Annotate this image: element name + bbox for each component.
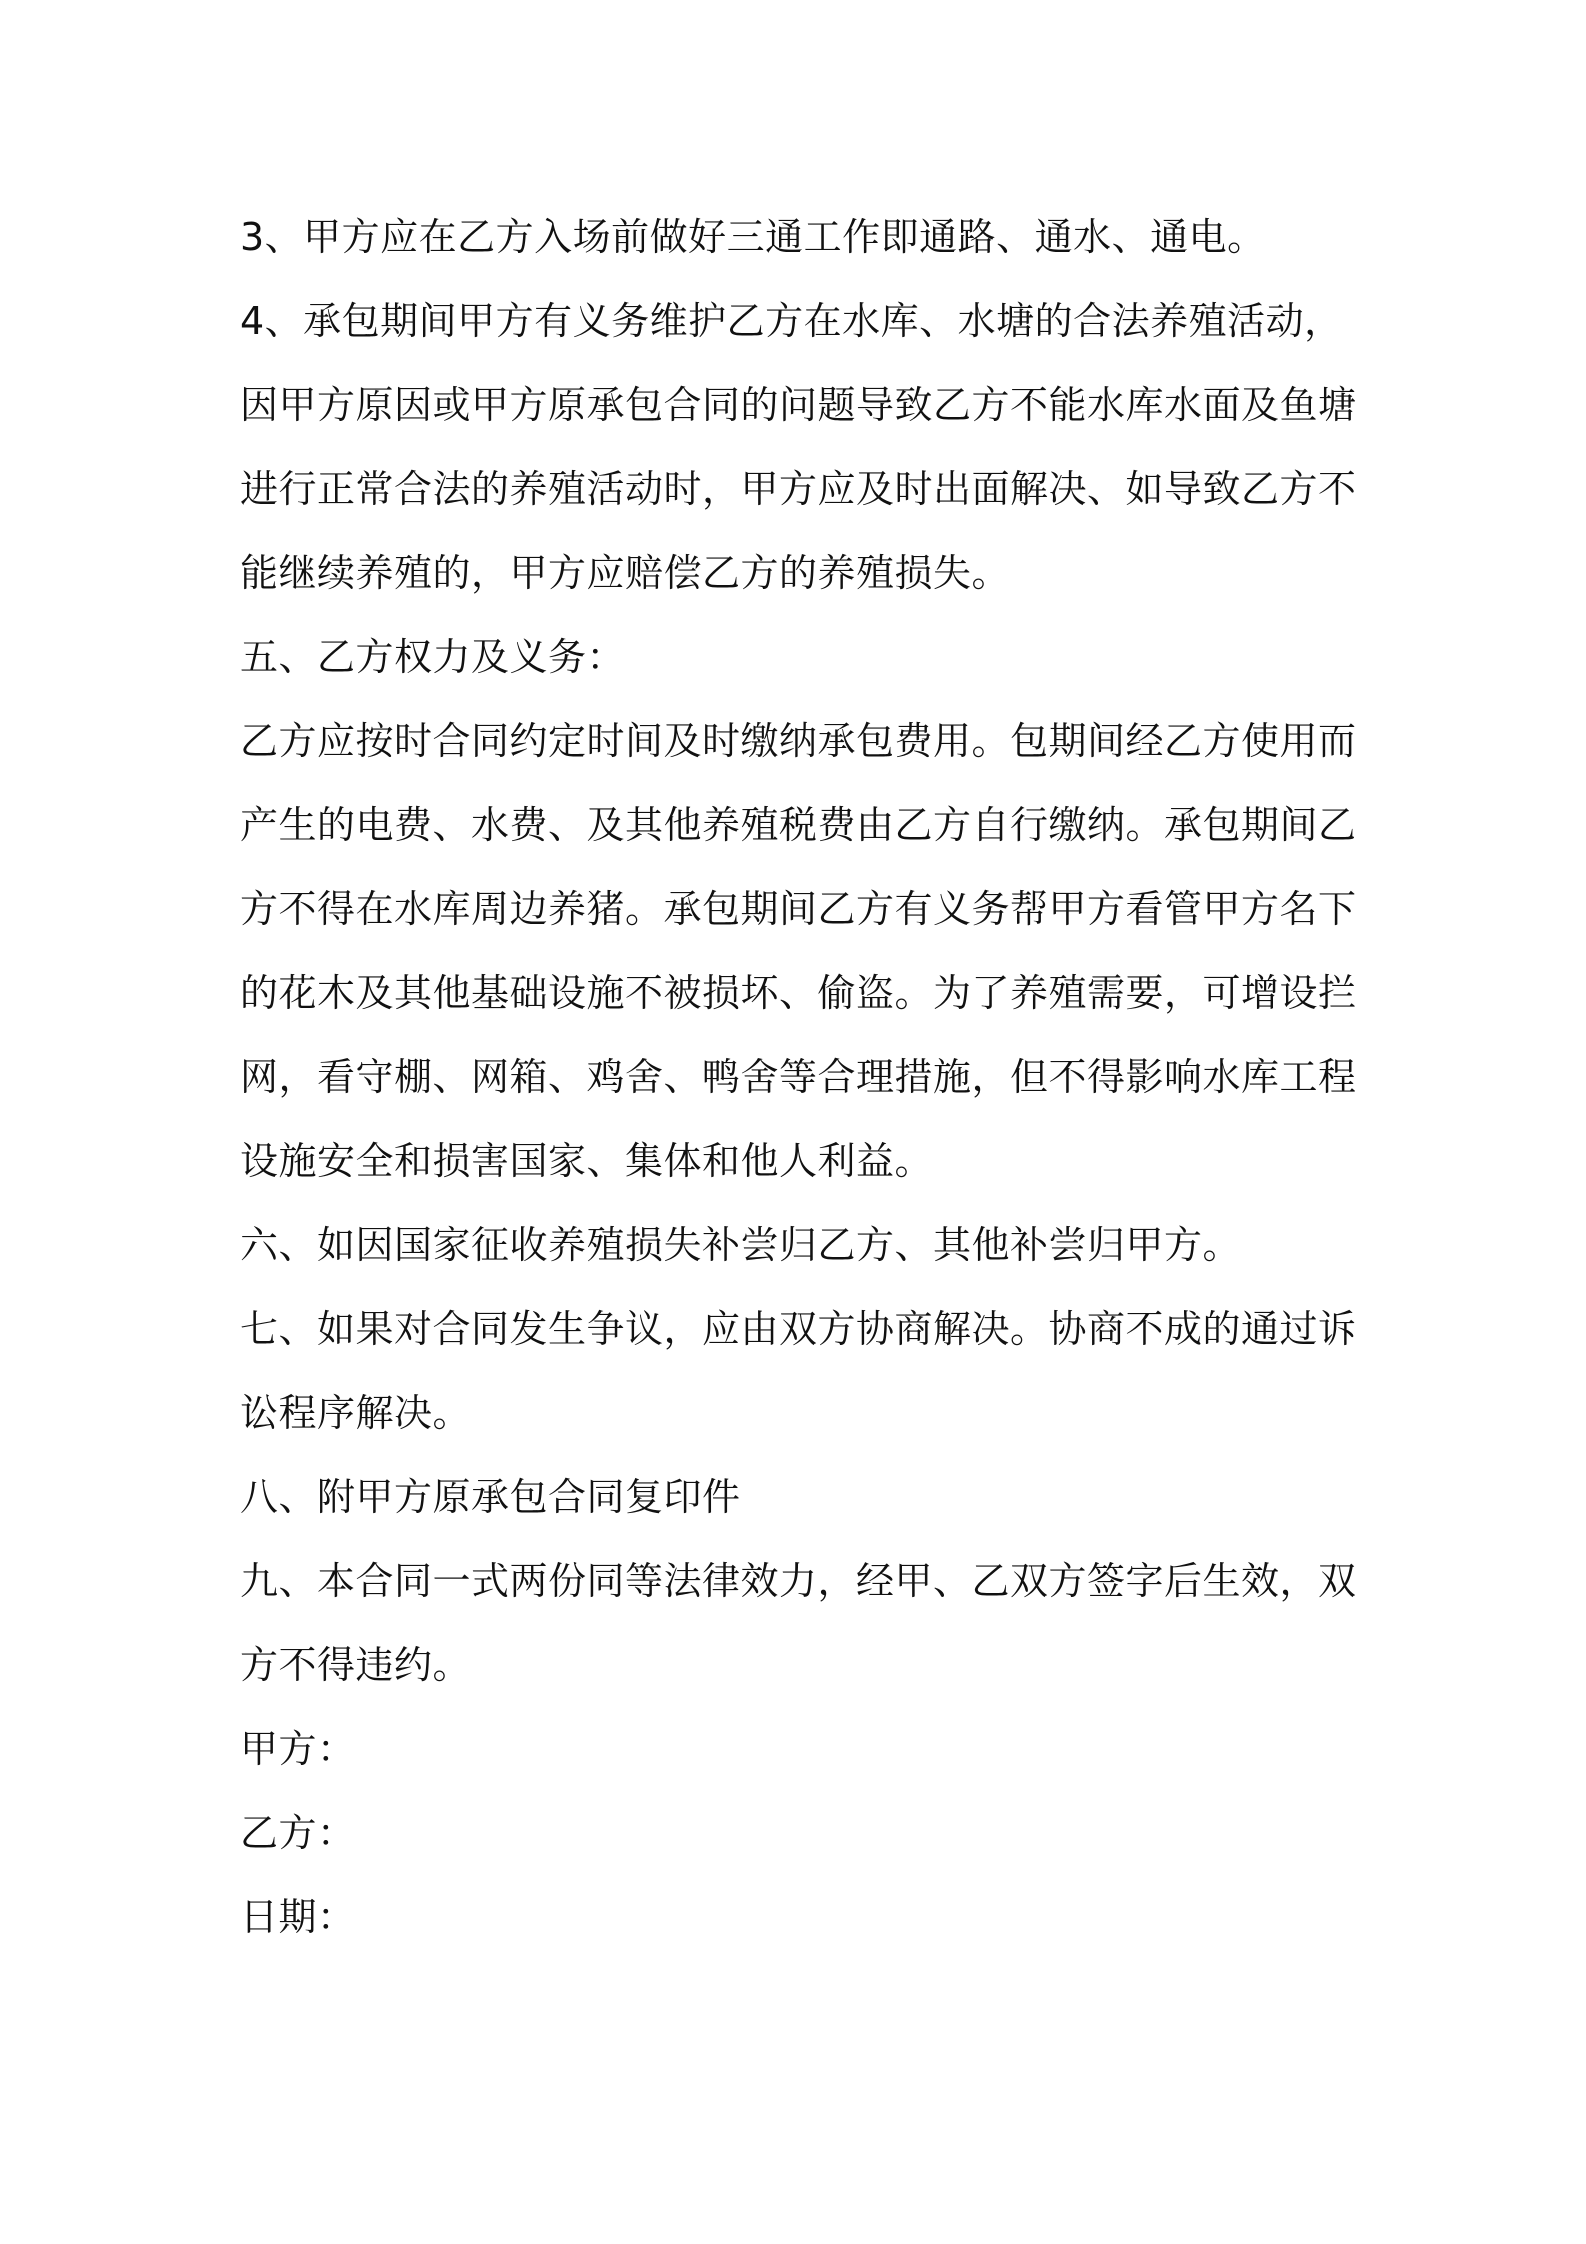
date-line: 日期：: [240, 1895, 356, 1939]
section-7-paragraph: 七、如果对合同发生争议，应由双方协商解决。协商不成的通过诉讼程序解决。: [240, 1307, 1357, 1435]
document-body: [240, 195, 1365, 1959]
clause-4-paragraph: 4、承包期间甲方有义务维护乙方在水库、水塘的合法养殖活动，因甲方原因或甲方原承包合同的问题导致乙方不能水库水面及鱼塘进行正常合法的养殖活动时，甲方应及时出面解决、如导致乙方不能继续养殖的，甲方应赔偿乙方的养殖损失。: [240, 299, 1357, 595]
section-5-body: 乙方应按时合同约定时间及时缴纳承包费用。包期间经乙方使用而产生的电费、水费、及其他养殖税费由乙方自行缴纳。承包期间乙方不得在水库周边养猪。承包期间乙方有义务帮甲方看管甲方名下的花木及其他基础设施不被损坏、偷盗。为了养殖需要，可增设拦网，看守棚、网箱、鸡舍、鸭舍等合理措施，但不得影响水库工程设施安全和损害国家、集体和他人利益。: [240, 719, 1357, 1183]
section-5-heading: 五、乙方权力及义务：: [240, 635, 626, 679]
section-6-paragraph: 六、如因国家征收养殖损失补尝归乙方、其他补尝归甲方。: [240, 1223, 1242, 1267]
clause-3-paragraph: 3、甲方应在乙方入场前做好三通工作即通路、通水、通电。: [240, 215, 1266, 259]
party-a-signature-line: 甲方：: [240, 1727, 356, 1771]
party-b-signature-line: 乙方：: [240, 1811, 356, 1855]
section-9-paragraph: 九、本合同一式两份同等法律效力，经甲、乙双方签字后生效，双方不得违约。: [240, 1559, 1357, 1687]
section-8-paragraph: 八、附甲方原承包合同复印件: [240, 1475, 741, 1519]
